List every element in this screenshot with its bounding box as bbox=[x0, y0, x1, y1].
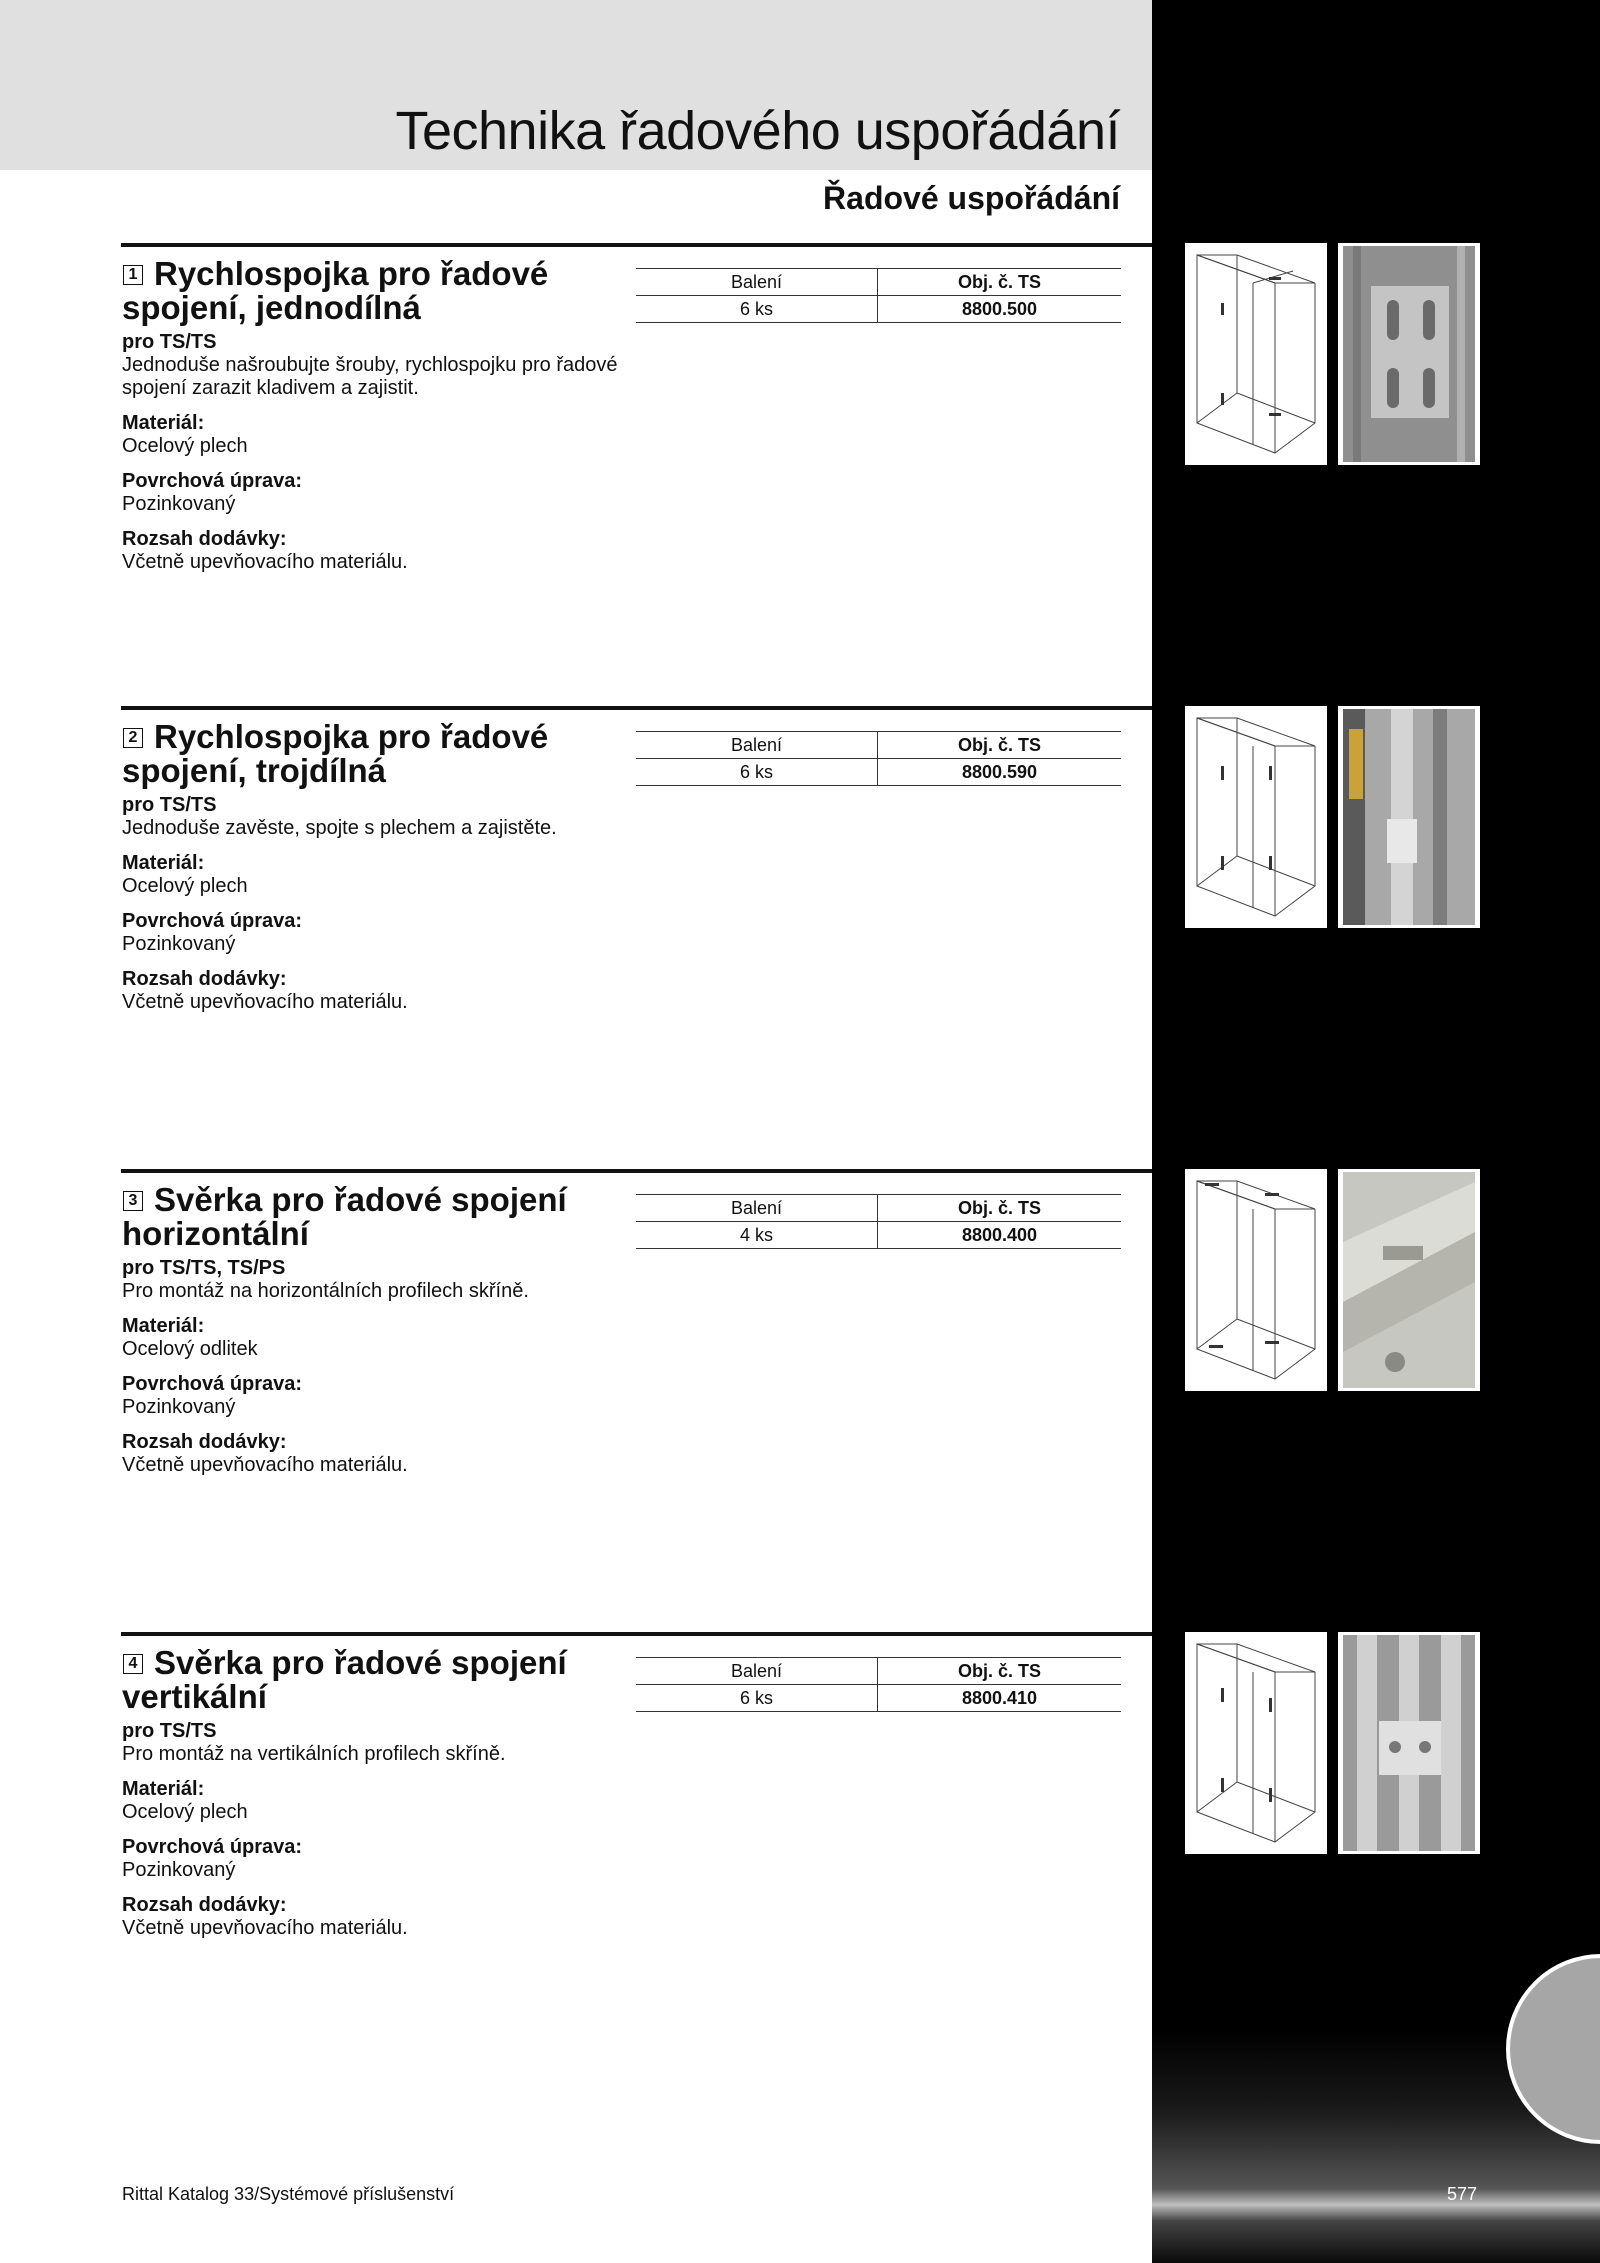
packaging-value: 4 ks bbox=[636, 1222, 878, 1249]
surface-value: Pozinkovaný bbox=[122, 1396, 236, 1418]
product-rule bbox=[121, 1632, 1152, 1636]
packaging-header: Balení bbox=[636, 269, 878, 296]
product-photo-image bbox=[1338, 1169, 1480, 1391]
cabinet-diagram-image bbox=[1185, 243, 1327, 465]
delivery-label: Rozsah dodávky: bbox=[122, 1431, 287, 1453]
photo-area bbox=[1343, 1172, 1475, 1388]
page-title: Technika řadového uspořádání bbox=[395, 101, 1120, 161]
packaging-value: 6 ks bbox=[636, 1685, 878, 1712]
order-number[interactable]: 8800.590 bbox=[878, 759, 1122, 786]
photo-area bbox=[1343, 1635, 1475, 1851]
order-number-header: Obj. č. TS bbox=[878, 1195, 1122, 1222]
compatibility: pro TS/TS bbox=[122, 331, 217, 353]
product-number: 4 bbox=[123, 1654, 143, 1674]
product-title: Rychlospojka pro řadové spojení, trojdílná bbox=[122, 718, 549, 789]
product-block bbox=[0, 243, 1152, 683]
product-rule bbox=[121, 1169, 1152, 1173]
product-block bbox=[0, 1169, 1152, 1609]
packaging-header: Balení bbox=[636, 1195, 878, 1222]
product-rule bbox=[121, 706, 1152, 710]
product-description bbox=[122, 331, 622, 574]
material-value: Ocelový plech bbox=[122, 1801, 248, 1823]
order-number-header: Obj. č. TS bbox=[878, 732, 1122, 759]
delivery-label: Rozsah dodávky: bbox=[122, 1894, 287, 1916]
product-title: Svěrka pro řadové spojení vertikální bbox=[122, 1644, 567, 1715]
surface-value: Pozinkovaný bbox=[122, 493, 236, 515]
product-photo-image bbox=[1338, 1632, 1480, 1854]
order-number[interactable]: 8800.500 bbox=[878, 296, 1122, 323]
photo-area bbox=[1343, 246, 1475, 462]
product-block bbox=[0, 706, 1152, 1146]
delivery-value: Včetně upevňovacího materiálu. bbox=[122, 991, 408, 1013]
product-number: 2 bbox=[123, 728, 143, 748]
compatibility: pro TS/TS bbox=[122, 794, 217, 816]
compatibility: pro TS/TS, TS/PS bbox=[122, 1257, 286, 1279]
product-photo-image bbox=[1338, 706, 1480, 928]
packaging-value: 6 ks bbox=[636, 296, 878, 323]
product-description bbox=[122, 1720, 622, 1940]
material-value: Ocelový plech bbox=[122, 435, 248, 457]
delivery-label: Rozsah dodávky: bbox=[122, 528, 287, 550]
order-number-header: Obj. č. TS bbox=[878, 269, 1122, 296]
delivery-value: Včetně upevňovacího materiálu. bbox=[122, 551, 408, 573]
delivery-value: Včetně upevňovacího materiálu. bbox=[122, 1454, 408, 1476]
cabinet-diagram-image bbox=[1185, 706, 1327, 928]
footer-catalog: Rittal Katalog 33/Systémové příslušenství bbox=[122, 2184, 455, 2204]
delivery-value: Včetně upevňovacího materiálu. bbox=[122, 1917, 408, 1939]
order-number[interactable]: 8800.400 bbox=[878, 1222, 1122, 1249]
product-block bbox=[0, 1632, 1152, 2072]
product-photo-image bbox=[1338, 243, 1480, 465]
order-number-header: Obj. č. TS bbox=[878, 1658, 1122, 1685]
description-text: Jednoduše zavěste, spojte s plechem a zajistěte. bbox=[122, 817, 557, 839]
cabinet-diagram-image bbox=[1185, 1169, 1327, 1391]
delivery-label: Rozsah dodávky: bbox=[122, 968, 287, 990]
description-text: Pro montáž na horizontálních profilech skříně. bbox=[122, 1280, 529, 1302]
section-title: Řadové uspořádání bbox=[823, 180, 1120, 216]
packaging-header: Balení bbox=[636, 1658, 878, 1685]
surface-value: Pozinkovaný bbox=[122, 933, 236, 955]
order-number[interactable]: 8800.410 bbox=[878, 1685, 1122, 1712]
product-rule bbox=[121, 243, 1152, 247]
packaging-header: Balení bbox=[636, 732, 878, 759]
material-label: Materiál: bbox=[122, 1778, 205, 1800]
material-value: Ocelový plech bbox=[122, 875, 248, 897]
product-description bbox=[122, 794, 622, 1014]
material-label: Materiál: bbox=[122, 412, 205, 434]
product-title: Rychlospojka pro řadové spojení, jednodílná bbox=[122, 255, 549, 326]
compatibility: pro TS/TS bbox=[122, 1720, 217, 1742]
material-label: Materiál: bbox=[122, 852, 205, 874]
surface-label: Povrchová úprava: bbox=[122, 470, 303, 492]
page-number: 577 bbox=[1447, 2184, 1478, 2204]
surface-value: Pozinkovaný bbox=[122, 1859, 236, 1881]
photo-area bbox=[1343, 709, 1475, 925]
cabinet-diagram-image bbox=[1185, 1632, 1327, 1854]
product-number: 1 bbox=[123, 265, 143, 285]
material-value: Ocelový odlitek bbox=[122, 1338, 258, 1360]
product-description bbox=[122, 1257, 622, 1477]
product-title: Svěrka pro řadové spojení horizontální bbox=[122, 1181, 567, 1252]
product-number: 3 bbox=[123, 1191, 143, 1211]
surface-label: Povrchová úprava: bbox=[122, 910, 303, 932]
material-label: Materiál: bbox=[122, 1315, 205, 1337]
description-text: Jednoduše našroubujte šrouby, rychlospojku pro řadové spojení zarazit kladivem a zajistit. bbox=[122, 354, 618, 399]
order-table bbox=[636, 1194, 1121, 1249]
order-table bbox=[636, 731, 1121, 786]
order-table bbox=[636, 1657, 1121, 1712]
surface-label: Povrchová úprava: bbox=[122, 1373, 303, 1395]
description-text: Pro montáž na vertikálních profilech skříně. bbox=[122, 1743, 506, 1765]
packaging-value: 6 ks bbox=[636, 759, 878, 786]
surface-label: Povrchová úprava: bbox=[122, 1836, 303, 1858]
order-table bbox=[636, 268, 1121, 323]
